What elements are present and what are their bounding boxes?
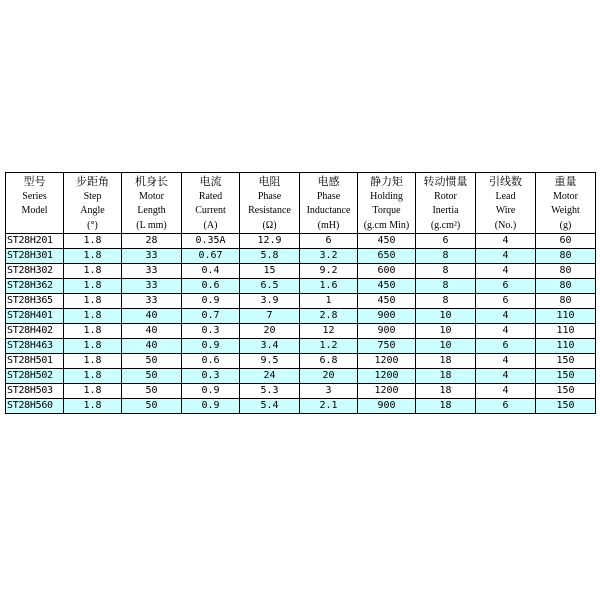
- model-cell: ST28H502: [6, 369, 64, 384]
- stepper-motor-spec-table: [5, 172, 596, 414]
- table-row: [6, 264, 596, 279]
- header-cell: [6, 218, 64, 234]
- value-cell: 0.3: [182, 369, 240, 384]
- value-cell: 18: [416, 399, 476, 414]
- value-cell: 1.8: [64, 264, 122, 279]
- value-cell: 10: [416, 339, 476, 354]
- value-cell: 50: [122, 384, 182, 399]
- header-cell: Lead: [476, 190, 536, 204]
- value-cell: 4: [476, 234, 536, 249]
- header-cell: 电流: [182, 173, 240, 191]
- value-cell: 5.8: [240, 249, 300, 264]
- value-cell: 5.3: [240, 384, 300, 399]
- model-cell: ST28H560: [6, 399, 64, 414]
- model-cell: ST28H402: [6, 324, 64, 339]
- value-cell: 15: [240, 264, 300, 279]
- value-cell: 4: [476, 384, 536, 399]
- value-cell: 50: [122, 369, 182, 384]
- header-cell: Current: [182, 204, 240, 218]
- table-row: [6, 369, 596, 384]
- header-cell: Resistance: [240, 204, 300, 218]
- header-cell: Rated: [182, 190, 240, 204]
- value-cell: 1: [300, 294, 358, 309]
- header-cell: Holding: [358, 190, 416, 204]
- value-cell: 1200: [358, 369, 416, 384]
- value-cell: 150: [536, 384, 596, 399]
- value-cell: 110: [536, 339, 596, 354]
- value-cell: 0.7: [182, 309, 240, 324]
- value-cell: 80: [536, 264, 596, 279]
- value-cell: 40: [122, 309, 182, 324]
- value-cell: 6: [416, 234, 476, 249]
- value-cell: 900: [358, 324, 416, 339]
- header-cell: (mH): [300, 218, 358, 234]
- model-cell: ST28H501: [6, 354, 64, 369]
- model-cell: ST28H365: [6, 294, 64, 309]
- value-cell: 20: [240, 324, 300, 339]
- value-cell: 33: [122, 264, 182, 279]
- model-cell: ST28H503: [6, 384, 64, 399]
- value-cell: 0.9: [182, 384, 240, 399]
- header-cell: Inertia: [416, 204, 476, 218]
- value-cell: 8: [416, 279, 476, 294]
- value-cell: 18: [416, 354, 476, 369]
- value-cell: 1.8: [64, 234, 122, 249]
- table-row: [6, 279, 596, 294]
- model-cell: ST28H302: [6, 264, 64, 279]
- header-cell: (g): [536, 218, 596, 234]
- value-cell: 150: [536, 399, 596, 414]
- value-cell: 4: [476, 249, 536, 264]
- model-cell: ST28H301: [6, 249, 64, 264]
- value-cell: 2.1: [300, 399, 358, 414]
- header-cell: Series: [6, 190, 64, 204]
- header-en-row-2: [6, 204, 596, 218]
- table-header: [6, 173, 596, 234]
- value-cell: 1.8: [64, 339, 122, 354]
- model-cell: ST28H401: [6, 309, 64, 324]
- value-cell: 1.6: [300, 279, 358, 294]
- value-cell: 3.4: [240, 339, 300, 354]
- value-cell: 0.9: [182, 399, 240, 414]
- value-cell: 0.9: [182, 294, 240, 309]
- table-row: [6, 354, 596, 369]
- value-cell: 900: [358, 309, 416, 324]
- header-cell: Wire: [476, 204, 536, 218]
- value-cell: 6: [476, 339, 536, 354]
- header-cell: 引线数: [476, 173, 536, 191]
- value-cell: 2.8: [300, 309, 358, 324]
- value-cell: 80: [536, 294, 596, 309]
- value-cell: 9.5: [240, 354, 300, 369]
- header-cell: 电感: [300, 173, 358, 191]
- value-cell: 50: [122, 354, 182, 369]
- value-cell: 12: [300, 324, 358, 339]
- header-cell: (g.cm²): [416, 218, 476, 234]
- header-cell: Motor: [122, 190, 182, 204]
- table-row: [6, 249, 596, 264]
- value-cell: 33: [122, 294, 182, 309]
- value-cell: 1.8: [64, 369, 122, 384]
- value-cell: 6: [476, 279, 536, 294]
- value-cell: 110: [536, 324, 596, 339]
- value-cell: 50: [122, 399, 182, 414]
- value-cell: 0.6: [182, 279, 240, 294]
- value-cell: 1.8: [64, 309, 122, 324]
- value-cell: 4: [476, 264, 536, 279]
- value-cell: 110: [536, 309, 596, 324]
- value-cell: 8: [416, 294, 476, 309]
- value-cell: 1.8: [64, 249, 122, 264]
- header-cell: 转动惯量: [416, 173, 476, 191]
- value-cell: 0.67: [182, 249, 240, 264]
- value-cell: 450: [358, 294, 416, 309]
- header-cell: Inductance: [300, 204, 358, 218]
- value-cell: 450: [358, 234, 416, 249]
- value-cell: 3.9: [240, 294, 300, 309]
- model-cell: ST28H362: [6, 279, 64, 294]
- header-cell: (A): [182, 218, 240, 234]
- value-cell: 33: [122, 249, 182, 264]
- header-cell: 电阻: [240, 173, 300, 191]
- value-cell: 0.6: [182, 354, 240, 369]
- value-cell: 6: [300, 234, 358, 249]
- table-row: [6, 309, 596, 324]
- value-cell: 1200: [358, 354, 416, 369]
- header-units-row: [6, 218, 596, 234]
- value-cell: 6: [476, 294, 536, 309]
- value-cell: 1200: [358, 384, 416, 399]
- value-cell: 900: [358, 399, 416, 414]
- header-cell: Torque: [358, 204, 416, 218]
- header-en-row-1: [6, 190, 596, 204]
- value-cell: 20: [300, 369, 358, 384]
- header-cell: Step: [64, 190, 122, 204]
- value-cell: 33: [122, 279, 182, 294]
- value-cell: 3: [300, 384, 358, 399]
- value-cell: 1.8: [64, 279, 122, 294]
- value-cell: 4: [476, 309, 536, 324]
- value-cell: 80: [536, 249, 596, 264]
- value-cell: 28: [122, 234, 182, 249]
- value-cell: 7: [240, 309, 300, 324]
- header-cell: 重量: [536, 173, 596, 191]
- header-cell: (°): [64, 218, 122, 234]
- model-cell: ST28H201: [6, 234, 64, 249]
- value-cell: 1.8: [64, 399, 122, 414]
- value-cell: 600: [358, 264, 416, 279]
- value-cell: 4: [476, 354, 536, 369]
- value-cell: 750: [358, 339, 416, 354]
- model-cell: ST28H463: [6, 339, 64, 354]
- header-cn-row: [6, 173, 596, 191]
- table-row: [6, 384, 596, 399]
- table-row: [6, 339, 596, 354]
- value-cell: 650: [358, 249, 416, 264]
- table-row: [6, 399, 596, 414]
- value-cell: 0.4: [182, 264, 240, 279]
- header-cell: Weight: [536, 204, 596, 218]
- value-cell: 1.8: [64, 294, 122, 309]
- value-cell: 1.8: [64, 354, 122, 369]
- table-row: [6, 324, 596, 339]
- header-cell: Length: [122, 204, 182, 218]
- value-cell: 450: [358, 279, 416, 294]
- header-cell: Rotor: [416, 190, 476, 204]
- header-cell: Model: [6, 204, 64, 218]
- value-cell: 40: [122, 324, 182, 339]
- header-cell: Phase: [300, 190, 358, 204]
- value-cell: 10: [416, 309, 476, 324]
- value-cell: 6.8: [300, 354, 358, 369]
- header-cell: Phase: [240, 190, 300, 204]
- value-cell: 1.2: [300, 339, 358, 354]
- table-row: [6, 234, 596, 249]
- value-cell: 6: [476, 399, 536, 414]
- value-cell: 3.2: [300, 249, 358, 264]
- value-cell: 0.9: [182, 339, 240, 354]
- table-row: [6, 294, 596, 309]
- header-cell: (Ω): [240, 218, 300, 234]
- header-cell: (No.): [476, 218, 536, 234]
- value-cell: 12.9: [240, 234, 300, 249]
- value-cell: 8: [416, 249, 476, 264]
- value-cell: 9.2: [300, 264, 358, 279]
- value-cell: 4: [476, 369, 536, 384]
- header-cell: Angle: [64, 204, 122, 218]
- value-cell: 40: [122, 339, 182, 354]
- header-cell: (g.cm Min): [358, 218, 416, 234]
- table-body: [6, 234, 596, 414]
- header-cell: 机身长: [122, 173, 182, 191]
- value-cell: 150: [536, 354, 596, 369]
- header-cell: 步距角: [64, 173, 122, 191]
- value-cell: 4: [476, 324, 536, 339]
- value-cell: 8: [416, 264, 476, 279]
- header-cell: 型号: [6, 173, 64, 191]
- value-cell: 18: [416, 369, 476, 384]
- header-cell: (L mm): [122, 218, 182, 234]
- value-cell: 0.3: [182, 324, 240, 339]
- value-cell: 150: [536, 369, 596, 384]
- value-cell: 1.8: [64, 324, 122, 339]
- value-cell: 6.5: [240, 279, 300, 294]
- header-cell: 静力矩: [358, 173, 416, 191]
- value-cell: 24: [240, 369, 300, 384]
- value-cell: 1.8: [64, 384, 122, 399]
- value-cell: 80: [536, 279, 596, 294]
- value-cell: 60: [536, 234, 596, 249]
- value-cell: 10: [416, 324, 476, 339]
- value-cell: 18: [416, 384, 476, 399]
- header-cell: Motor: [536, 190, 596, 204]
- value-cell: 0.35A: [182, 234, 240, 249]
- value-cell: 5.4: [240, 399, 300, 414]
